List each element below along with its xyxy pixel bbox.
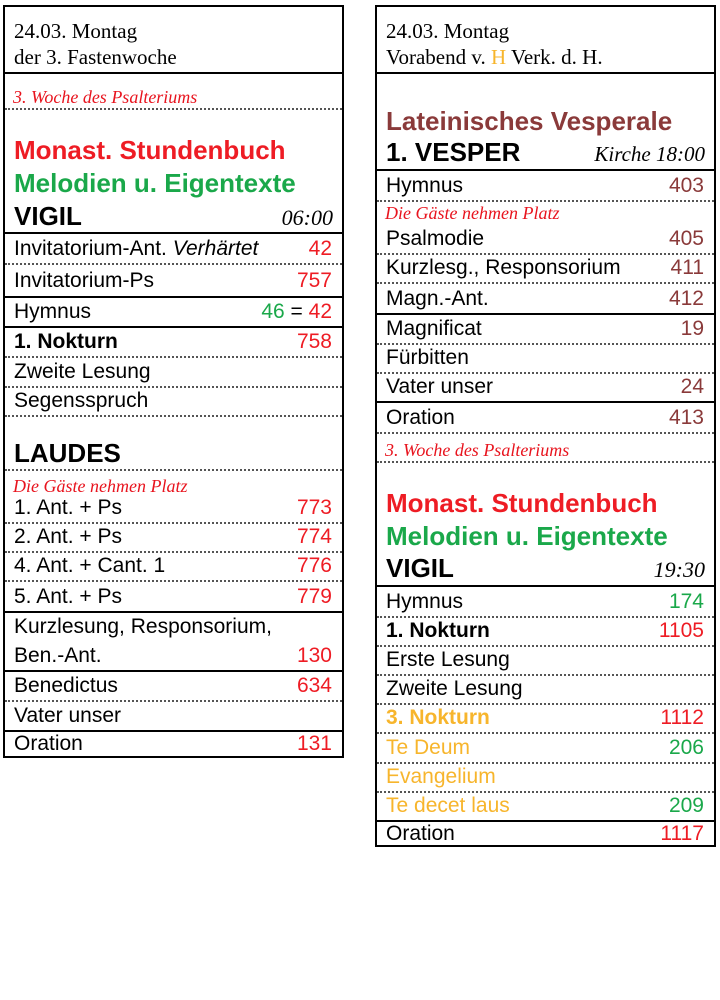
item-label: Vater unser <box>386 375 493 398</box>
list-item <box>5 672 342 702</box>
list-item <box>377 618 714 647</box>
right-date-line1: 24.03. Montag <box>386 19 510 43</box>
list-item <box>377 255 714 284</box>
item-page-number: 405 <box>668 227 704 250</box>
item-page-number: 413 <box>668 406 704 429</box>
right-book-title-2: Melodien u. Eigentexte <box>386 521 668 551</box>
right-date-line2: Vorabend v. H Verk. d. H. <box>386 45 603 69</box>
list-item <box>377 284 714 315</box>
item-page-number: 773 <box>296 496 332 519</box>
item-label: 1. Nokturn <box>14 330 118 353</box>
item-label: Evangelium <box>386 765 496 788</box>
list-item <box>5 582 342 611</box>
left-guest-note: Die Gäste nehmen Platz <box>13 476 188 496</box>
item-label: Kurzlesg., Responsorium <box>386 256 621 279</box>
list-item <box>5 611 342 672</box>
item-page-number-a: 46 <box>261 300 285 323</box>
list-item <box>5 358 342 388</box>
item-page-number: 412 <box>668 287 704 310</box>
list-item <box>377 676 714 705</box>
right-vesperale-title: Lateinisches Vesperale <box>386 106 673 136</box>
item-label: Segensspruch <box>14 389 149 412</box>
list-item <box>5 524 342 553</box>
item-label: Benedictus <box>14 674 118 697</box>
item-label: Zweite Lesung <box>14 360 151 383</box>
left-book-title-1: Monast. Stundenbuch <box>14 135 286 165</box>
item-page-number: 42 <box>308 237 332 260</box>
item-page-number: 774 <box>296 525 332 548</box>
divider <box>5 108 342 110</box>
item-label-note: Verhärtet <box>172 237 259 260</box>
item-page-number: 174 <box>668 590 704 613</box>
left-vigil-time: 06:00 <box>281 205 333 230</box>
item-page-number: 130 <box>296 644 332 667</box>
list-item <box>5 732 342 756</box>
list-item <box>5 296 342 328</box>
right-vesper-title: 1. VESPER <box>386 137 521 167</box>
item-page-number: 1105 <box>658 619 704 642</box>
right-psalter-note: 3. Woche des Psalteriums <box>385 440 570 460</box>
item-label: 4. Ant. + Cant. 1 <box>14 554 166 577</box>
item-page-number: 411 <box>670 256 704 279</box>
item-page-number-b: 42 <box>308 300 332 323</box>
left-laudes-title: LAUDES <box>14 438 121 468</box>
item-label: 1. Ant. + Ps <box>14 496 122 519</box>
left-book-title-2: Melodien u. Eigentexte <box>14 168 296 198</box>
right-schedule-column <box>375 5 716 847</box>
item-page-number: 757 <box>296 269 332 292</box>
item-page-number: 1112 <box>660 706 704 729</box>
item-page-number: 1117 <box>660 822 704 845</box>
item-label: Oration <box>386 822 455 845</box>
list-item <box>377 705 714 734</box>
right-date-header <box>377 5 714 74</box>
item-label: Magnificat <box>386 317 482 340</box>
item-page-number: 131 <box>296 732 332 755</box>
list-item <box>377 169 714 202</box>
right-vigil-title: VIGIL <box>386 553 454 583</box>
item-label: Oration <box>386 406 455 429</box>
item-label: Kurzlesung, Responsorium, <box>14 615 272 638</box>
item-label: Vater unser <box>14 704 121 727</box>
item-page-number: 403 <box>668 174 704 197</box>
item-label: Te Deum <box>386 736 471 759</box>
left-date-line1: 24.03. Montag <box>14 19 138 43</box>
list-item <box>5 232 342 265</box>
list-item <box>5 553 342 582</box>
list-item <box>377 403 714 434</box>
list-item <box>5 702 342 732</box>
item-page-number: 634 <box>296 674 332 697</box>
divider <box>5 469 342 471</box>
list-item <box>5 328 342 358</box>
list-item <box>377 647 714 676</box>
item-page-number: 758 <box>296 330 332 353</box>
right-guest-note: Die Gäste nehmen Platz <box>385 203 560 223</box>
list-item <box>377 822 714 845</box>
item-label: 2. Ant. + Ps <box>14 525 122 548</box>
item-page-number: 24 <box>680 375 704 398</box>
list-item <box>377 764 714 793</box>
item-label: Hymnus <box>14 300 92 323</box>
right-book-title-1: Monast. Stundenbuch <box>386 488 658 518</box>
item-label: 5. Ant. + Ps <box>14 585 122 608</box>
item-page-number: 206 <box>668 736 704 759</box>
item-label-line2: Ben.-Ant. <box>14 644 102 667</box>
list-item <box>377 225 714 255</box>
item-label: Hymnus <box>386 174 464 197</box>
item-equals: = <box>284 300 309 323</box>
left-psalter-note: 3. Woche des Psalteriums <box>13 87 198 107</box>
list-item <box>5 265 342 295</box>
list-item <box>377 585 714 618</box>
list-item <box>5 495 342 524</box>
item-label: Erste Lesung <box>386 648 510 671</box>
item-page-number: 776 <box>296 554 332 577</box>
left-schedule-column <box>3 5 344 758</box>
divider <box>377 461 714 463</box>
left-date-line2: der 3. Fastenwoche <box>14 45 177 69</box>
right-vigil-time: 19:30 <box>653 557 705 582</box>
list-item <box>377 374 714 403</box>
feast-marker-h: H <box>490 45 507 69</box>
item-page-number: 779 <box>296 585 332 608</box>
left-vigil-title: VIGIL <box>14 201 82 231</box>
item-label: Invitatorium-Ant. <box>14 237 167 260</box>
item-label: Te decet laus <box>386 794 510 817</box>
list-item <box>377 315 714 345</box>
item-page-number: 19 <box>680 317 704 340</box>
list-item <box>5 388 342 417</box>
item-label: Fürbitten <box>386 346 469 369</box>
item-label: 1. Nokturn <box>386 619 490 642</box>
list-item <box>377 793 714 822</box>
list-item <box>377 345 714 374</box>
item-label: Zweite Lesung <box>386 677 523 700</box>
right-vesper-time: Kirche 18:00 <box>594 142 705 166</box>
item-label: Magn.-Ant. <box>386 287 489 310</box>
item-label: 3. Nokturn <box>386 706 490 729</box>
item-label: Invitatorium-Ps <box>14 269 155 292</box>
item-label: Oration <box>14 732 83 755</box>
item-label: Psalmodie <box>386 227 485 250</box>
item-page-number: 209 <box>668 794 704 817</box>
list-item <box>377 734 714 764</box>
left-date-header <box>5 5 342 74</box>
item-label: Hymnus <box>386 590 464 613</box>
